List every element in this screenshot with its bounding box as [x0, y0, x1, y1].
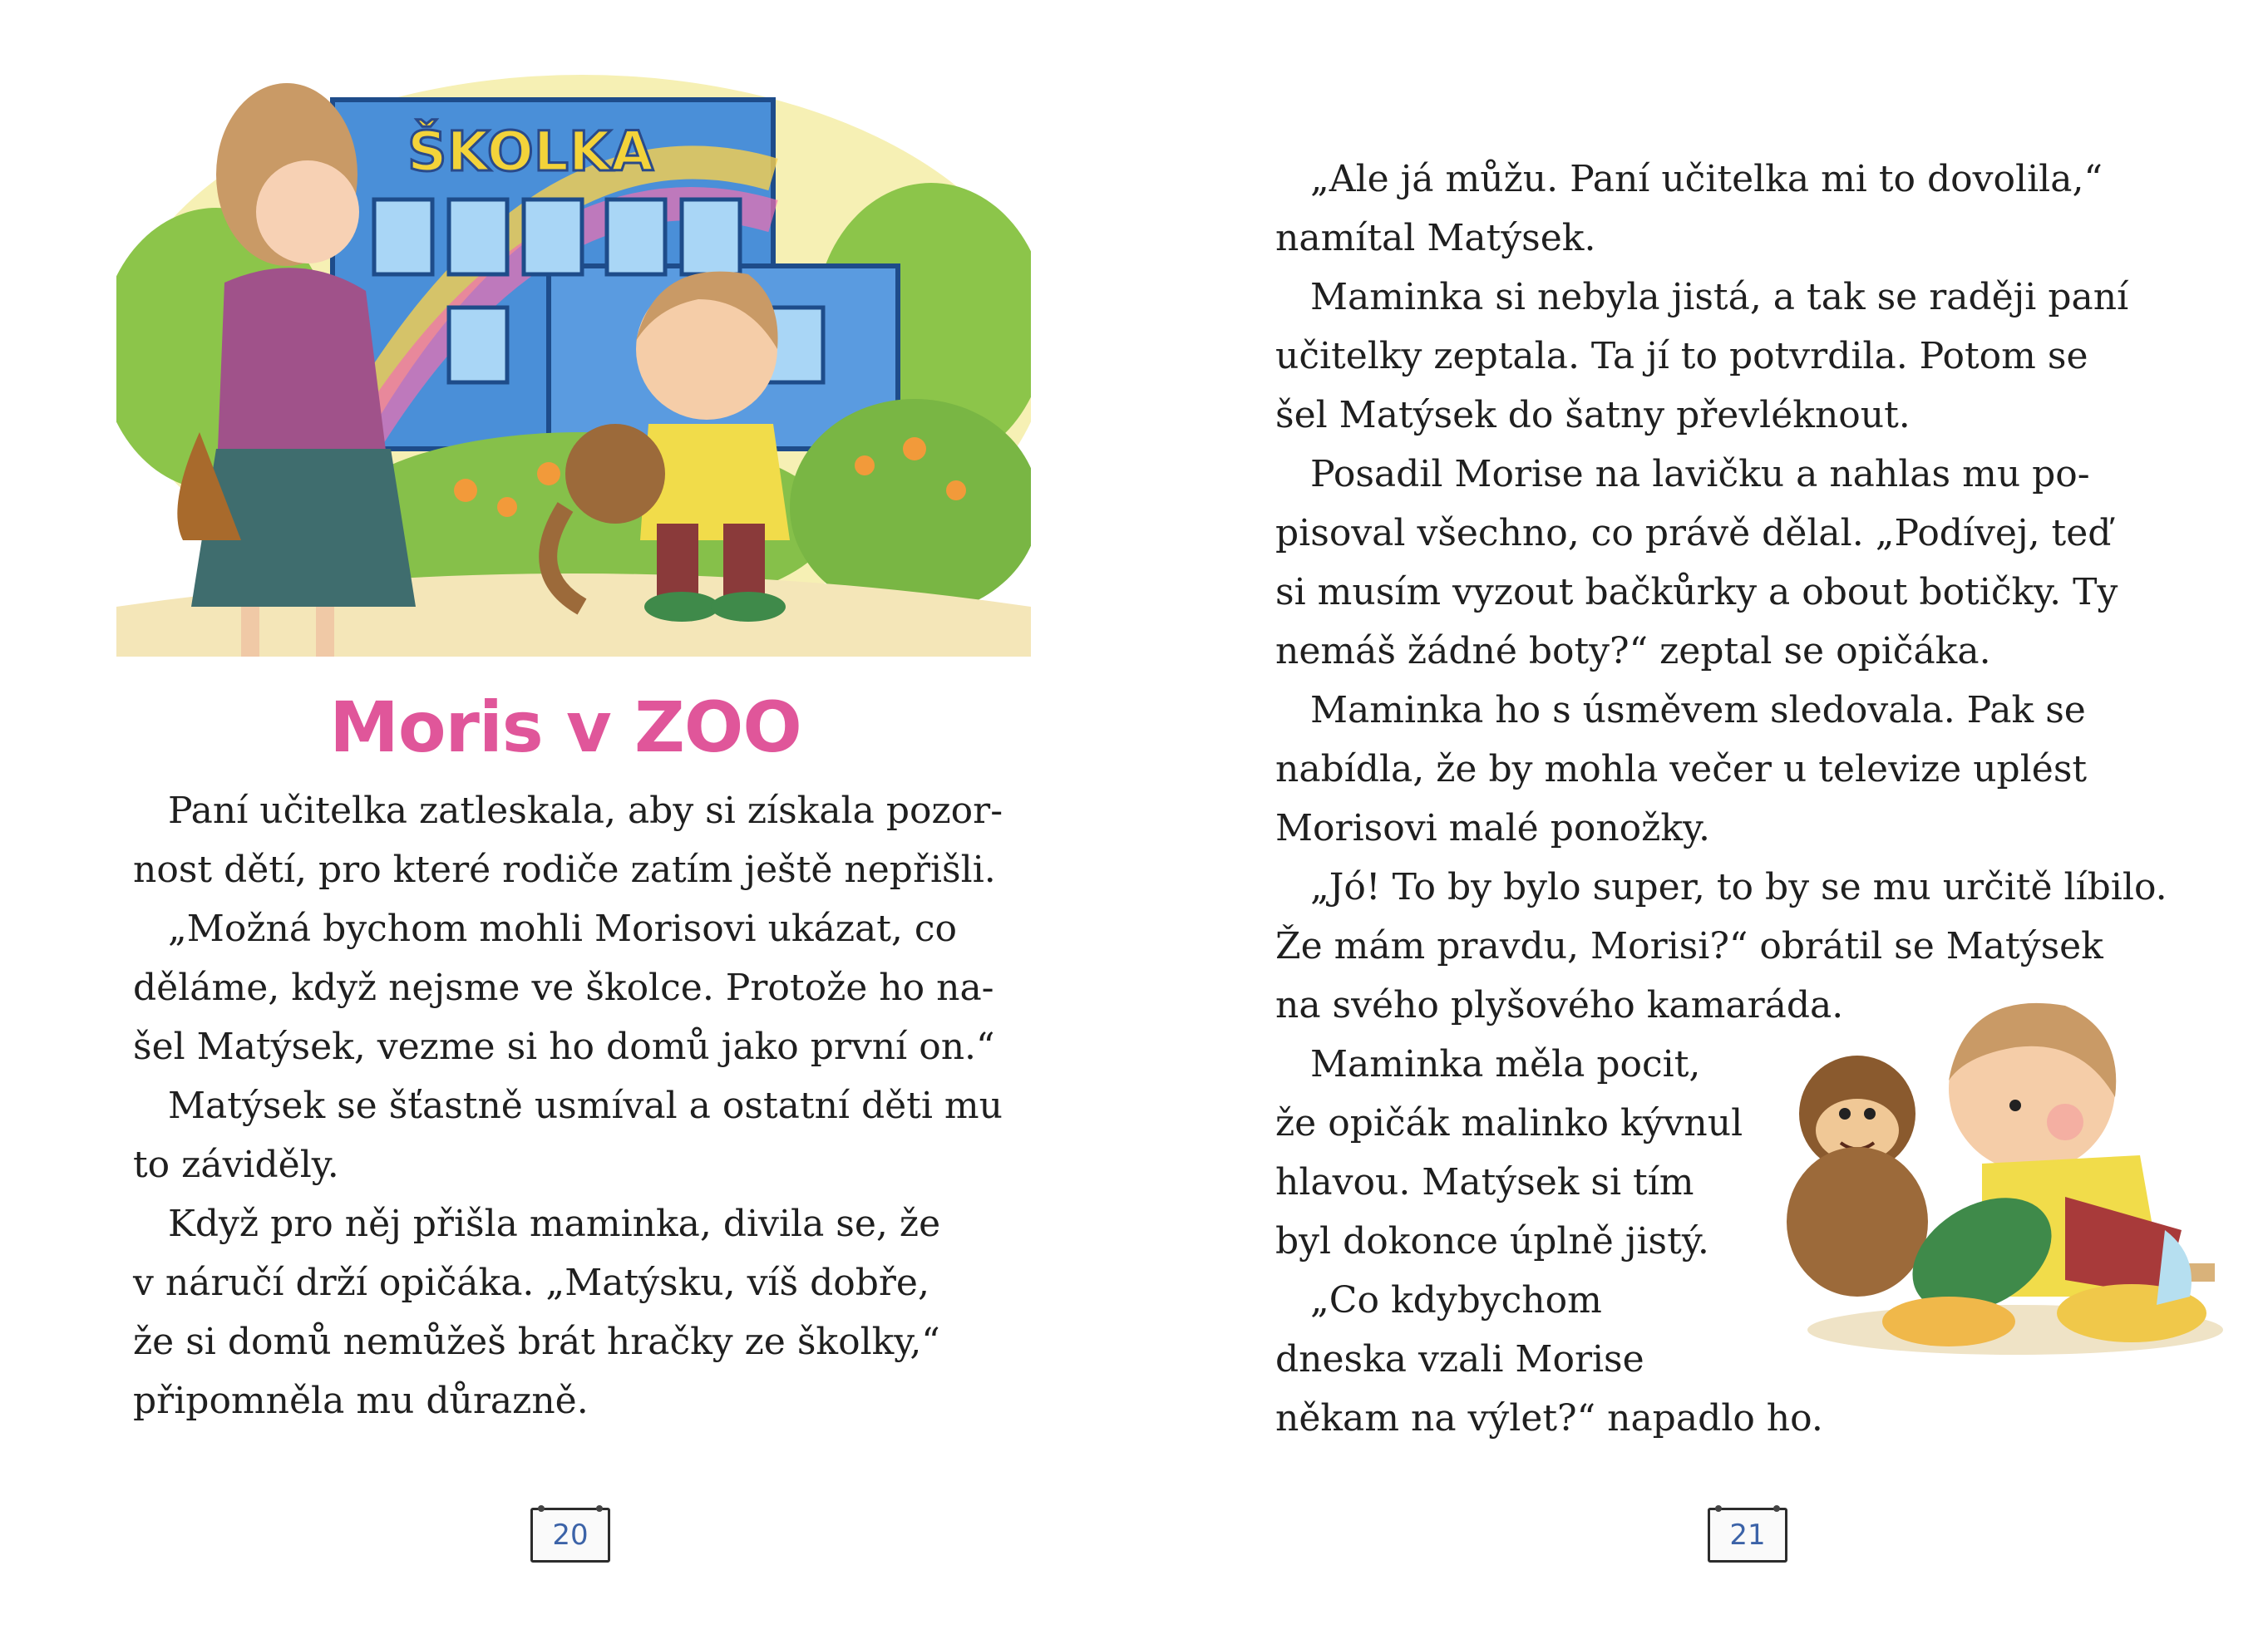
- school-sign: ŠKOLKA: [407, 120, 654, 184]
- boy-and-monkey-illustration: [1766, 981, 2231, 1363]
- text-line: šel Matýsek do šatny převléknout.: [1275, 394, 1911, 436]
- pin-icon: [596, 1505, 603, 1512]
- pin-icon: [1773, 1505, 1780, 1512]
- page-number-label: 21: [1729, 1519, 1766, 1552]
- text-line: nost dětí, pro které rodiče zatím ještě nepřišli.: [133, 849, 996, 891]
- text-line: Maminka si nebyla jistá, a tak se raději paní: [1310, 276, 2129, 318]
- right-page: [1134, 0, 2268, 1649]
- text-line: v náručí drží opičáka. „Matýsku, víš dobře,: [133, 1262, 929, 1304]
- text-line: „Jó! To by bylo super, to by se mu určitě líbilo.: [1310, 866, 2167, 908]
- text-line: to záviděly.: [133, 1144, 339, 1186]
- text-line: pisoval všechno, co právě dělal. „Podívej, teď: [1275, 512, 2112, 554]
- chapter-title: Moris v ZOO: [329, 687, 801, 768]
- pin-icon: [1715, 1505, 1722, 1512]
- text-line: Když pro něj přišla maminka, divila se, že: [168, 1203, 941, 1245]
- text-line: děláme, když nejsme ve školce. Protože ho na-: [133, 967, 994, 1009]
- pin-icon: [538, 1505, 545, 1512]
- page-number: [530, 1508, 610, 1563]
- text-line: učitelky zeptala. Ta jí to potvrdila. Potom se: [1275, 335, 2088, 377]
- text-line: Že mám pravdu, Morisi?“ obrátil se Matýsek: [1275, 925, 2103, 967]
- page-number-label: 20: [552, 1519, 589, 1552]
- text-line: že opičák malinko kývnul: [1275, 1102, 1743, 1144]
- text-line: Matýsek se šťastně usmíval a ostatní děti mu: [168, 1085, 1003, 1127]
- text-line: Morisovi malé ponožky.: [1275, 807, 1711, 849]
- kindergarten-illustration: [116, 75, 1031, 657]
- text-line: Paní učitelka zatleskala, aby si získala pozor-: [168, 790, 1003, 832]
- text-line: si musím vyzout bačkůrky a obout botičky. Ty: [1275, 571, 2118, 613]
- text-line: Posadil Morise na lavičku a nahlas mu po-: [1310, 453, 2090, 495]
- text-line: šel Matýsek, vezme si ho domů jako první on.“: [133, 1026, 995, 1068]
- text-line: Maminka ho s úsměvem sledovala. Pak se: [1310, 689, 2086, 731]
- text-line: dneska vzali Morise: [1275, 1338, 1644, 1381]
- left-page-text: [133, 781, 1003, 1430]
- text-line: nabídla, že by mohla večer u televize uplést: [1275, 748, 2088, 790]
- page-number: [1708, 1508, 1787, 1563]
- text-line: nemáš žádné boty?“ zeptal se opičáka.: [1275, 630, 1991, 672]
- text-line: že si domů nemůžeš brát hračky ze školky,“: [133, 1321, 940, 1363]
- text-line: hlavou. Matýsek si tím: [1275, 1161, 1694, 1204]
- text-line: na svého plyšového kamaráda.: [1275, 984, 1844, 1026]
- text-line: „Ale já můžu. Paní učitelka mi to dovolila,“: [1310, 158, 2103, 200]
- text-line: namítal Matýsek.: [1275, 217, 1596, 259]
- text-line: „Možná bychom mohli Morisovi ukázat, co: [168, 908, 958, 950]
- text-line: někam na výlet?“ napadlo ho.: [1275, 1397, 1823, 1440]
- text-line: „Co kdybychom: [1310, 1279, 1602, 1322]
- text-line: byl dokonce úplně jistý.: [1275, 1220, 1709, 1263]
- text-line: připomněla mu důrazně.: [133, 1380, 589, 1422]
- text-line: Maminka měla pocit,: [1310, 1043, 1701, 1085]
